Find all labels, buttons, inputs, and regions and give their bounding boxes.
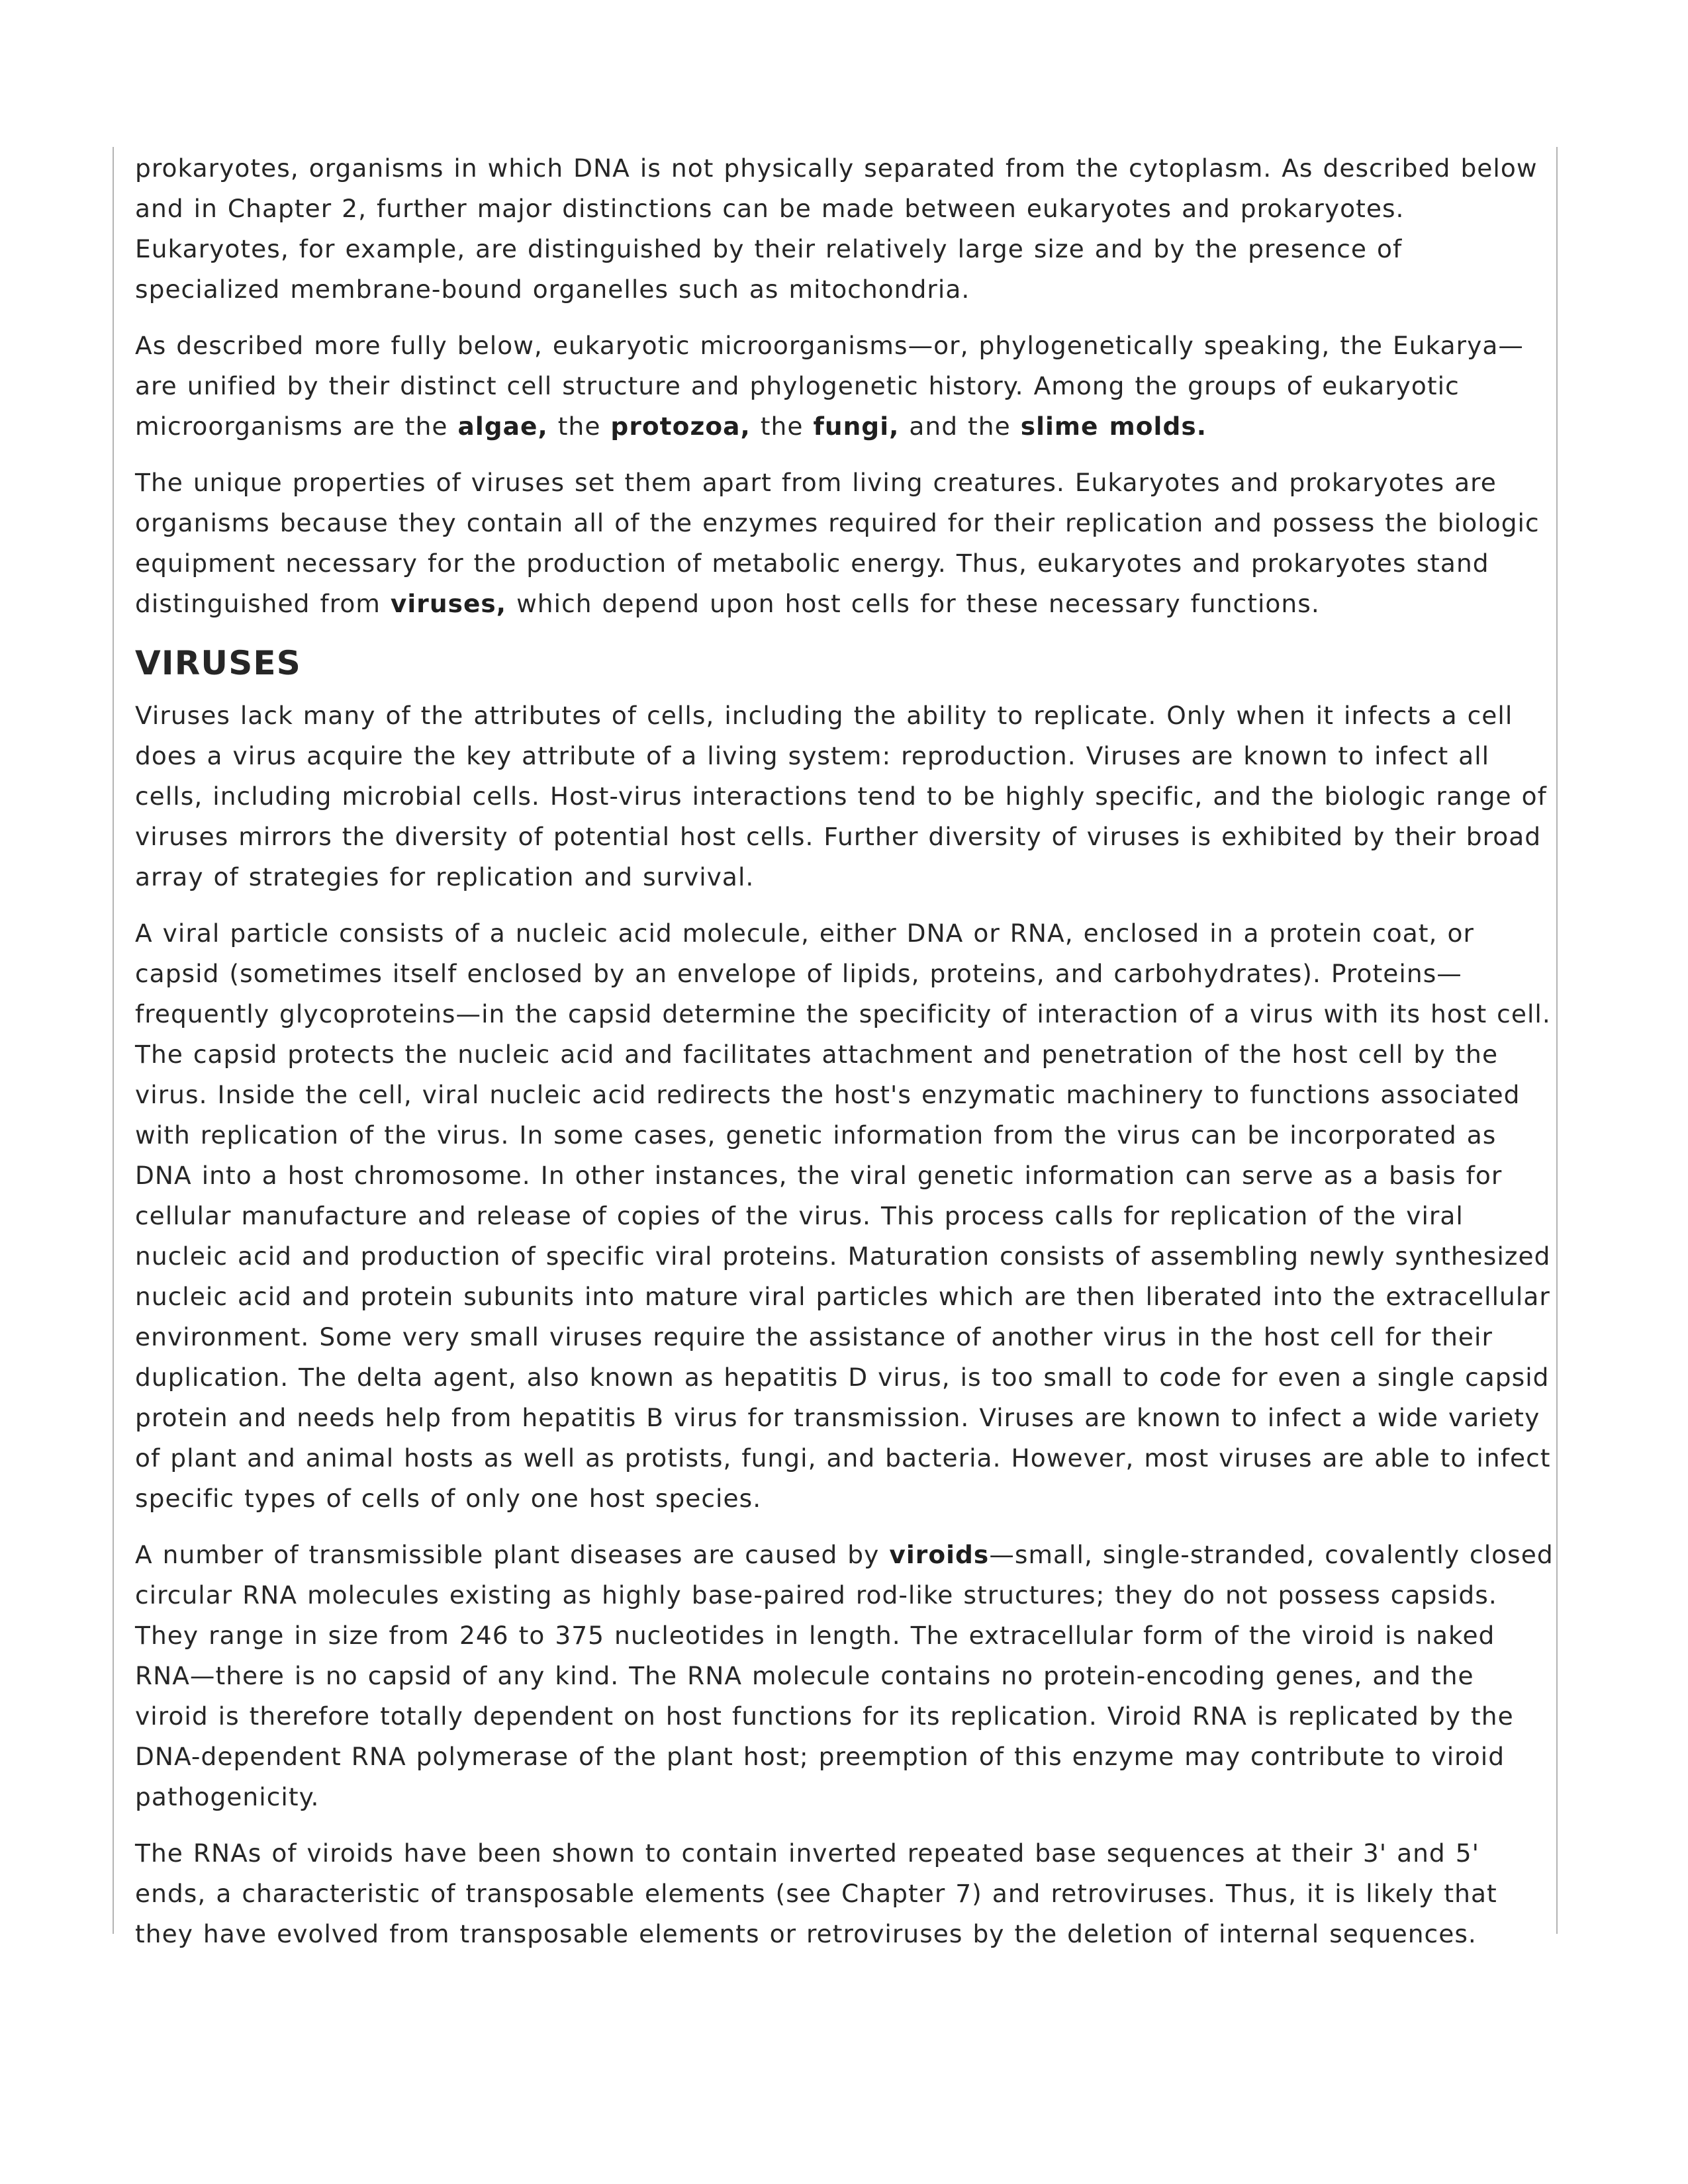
term-viruses: viruses, bbox=[390, 589, 507, 618]
paragraph-eukaryotic-microorganisms bbox=[135, 326, 1557, 447]
term-viroids: viroids bbox=[889, 1540, 990, 1569]
term-protozoa: protozoa, bbox=[610, 412, 751, 441]
paragraph-text: As described more fully below, eukaryotic microorganisms—or, phylogenetically speaking, the Eukarya—are unified by their distinct cell structure and phylogenetic history. Among the groups of eukaryotic microorganisms are the bbox=[135, 331, 1524, 441]
paragraph-text: the bbox=[750, 412, 814, 441]
paragraph-virus-attributes: Viruses lack many of the attributes of cells, including the ability to replicate. Only when it infects a cell does a virus acquire the key attribute of a living system: reproduction. Viruses are known to infect all cells, including microbial cells. Host-virus interactions tend to be highly specific, and the biologic range of viruses mirrors the diversity of potential host cells. Further diversity of viruses is exhibited by their broad array of strategies for replication and survival. bbox=[135, 701, 1547, 891]
paragraph-text: —small, single-stranded, covalently closed circular RNA molecules existing as highly base-paired rod-like structures; they do not possess capsids. They range in size from 246 to 375 nucleotides in length. The extracellular form of the viroid is naked RNA—there is no capsid of any kind. The RNA molecule contains no protein-encoding genes, and the viroid is therefore totally dependent on host functions for its replication. Viroid RNA is replicated by the DNA-dependent RNA polymerase of the plant host; preemption of this enzyme may contribute to viroid pathogenicity. bbox=[135, 1540, 1554, 1811]
document-body bbox=[135, 148, 1557, 1970]
paragraph-viroid-rnas: The RNAs of viroids have been shown to contain inverted repeated base sequences at their 3' and 5' ends, a characteristic of transposable elements (see Chapter 7) and retroviruses. Thus, it is likely that they have evolved from transposable elements or retroviruses by the deletion of internal sequences. bbox=[135, 1839, 1497, 1948]
paragraph-virus-properties bbox=[135, 463, 1557, 624]
term-slime-molds: slime molds. bbox=[1020, 412, 1207, 441]
paragraph-text: the bbox=[547, 412, 611, 441]
paragraph-viroids bbox=[135, 1535, 1557, 1817]
paragraph-viral-particle: A viral particle consists of a nucleic acid molecule, either DNA or RNA, enclosed in a protein coat, or capsid (sometimes itself enclosed by an envelope of lipids, proteins, and carbohydrates). Proteins—frequently glycoproteins—in the capsid determine the specificity of interaction of a virus with its host cell. The capsid protects the nucleic acid and facilitates attachment and penetration of the host cell by the virus. Inside the cell, viral nucleic acid redirects the host's enzymatic machinery to functions associated with replication of the virus. In some cases, genetic information from the virus can be incorporated as DNA into a host chromosome. In other instances, the viral genetic information can serve as a basis for cellular manufacture and release of copies of the virus. This process calls for replication of the viral nucleic acid and production of specific viral proteins. Maturation consists of assembling newly synthesized nucleic acid and protein subunits into mature viral particles which are then liberated into the extracellular environment. Some very small viruses require the assistance of another virus in the host cell for their duplication. The delta agent, also known as hepatitis D virus, is too small to code for even a single capsid protein and needs help from hepatitis B virus for transmission. Viruses are known to infect a wide variety of plant and animal hosts as well as protists, fungi, and bacteria. However, most viruses are able to infect specific types of cells of only one host species. bbox=[135, 919, 1551, 1513]
paragraph-text: A number of transmissible plant diseases are caused by bbox=[135, 1540, 890, 1569]
term-fungi: fungi, bbox=[813, 412, 900, 441]
paragraph-prokaryotes: prokaryotes, organisms in which DNA is not physically separated from the cytoplasm. As described below and in Chapter 2, further major distinctions can be made between eukaryotes and prokaryotes. Eukaryotes, for example, are distinguished by their relatively large size and by the presence of specialized membrane-bound organelles such as mitochondria. bbox=[135, 154, 1538, 304]
paragraph-text: The unique properties of viruses set them apart from living creatures. Eukaryotes and prokaryotes are organisms because they contain all of the enzymes required for their replication and possess the biologic equipment necessary for the production of metabolic energy. Thus, eukaryotes and prokaryotes stand distinguished from bbox=[135, 468, 1540, 618]
paragraph-text: and the bbox=[899, 412, 1021, 441]
section-heading-viruses: VIRUSES bbox=[135, 644, 301, 682]
term-algae: algae, bbox=[457, 412, 548, 441]
paragraph-text: which depend upon host cells for these necessary functions. bbox=[506, 589, 1320, 618]
